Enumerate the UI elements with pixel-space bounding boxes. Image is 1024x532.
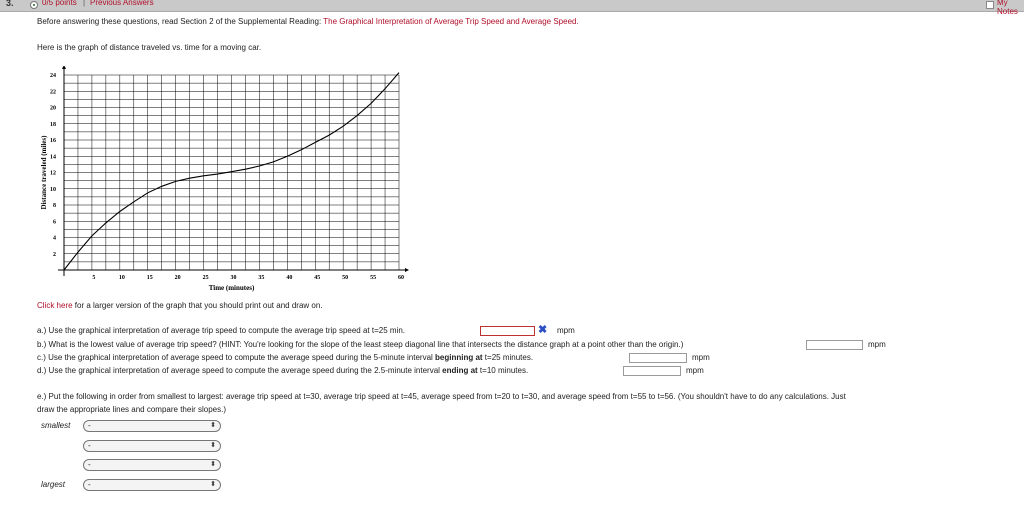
order-select-1-value: - xyxy=(88,421,91,430)
order-select-2-value: - xyxy=(88,441,91,450)
y-tick-label: 14 xyxy=(50,154,56,161)
points-link[interactable]: 0/5 points xyxy=(42,0,77,7)
question-c-pre: c.) Use the graphical interpretation of average speed to compute the average speed during the 5-minute interval xyxy=(37,353,436,362)
y-axis-label: Distance traveled (miles) xyxy=(40,135,48,210)
smallest-label: smallest xyxy=(41,421,71,430)
select-arrows-icon: ⬍ xyxy=(210,422,216,429)
click-here-link[interactable]: Click here xyxy=(37,301,73,310)
question-c-bold: beginning at xyxy=(435,353,483,362)
question-header-bar xyxy=(0,0,1024,16)
x-tick-label: 30 xyxy=(230,275,237,281)
x-tick-label: 55 xyxy=(370,275,377,281)
y-tick-label: 8 xyxy=(53,203,56,209)
question-d-bold: ending at xyxy=(442,366,478,375)
status-radio-icon xyxy=(30,1,38,9)
unit-d: mpm xyxy=(686,366,704,375)
question-d-post: t=10 minutes. xyxy=(477,366,529,375)
intro-text-body: Before answering these questions, read Section 2 of the Supplemental Reading: xyxy=(37,17,324,26)
chart-grid xyxy=(64,75,399,270)
question-d-text xyxy=(37,366,528,375)
question-number: 3. xyxy=(6,0,14,8)
y-tick-label: 16 xyxy=(50,138,56,144)
answer-c-input[interactable] xyxy=(629,353,687,363)
question-c-text xyxy=(37,353,533,362)
x-tick-label: 25 xyxy=(202,275,209,281)
y-tick-label: 2 xyxy=(53,251,56,258)
y-tick-label: 4 xyxy=(53,235,56,242)
question-a-text: a.) Use the graphical interpretation of average trip speed to compute the average trip speed at t=25 min. xyxy=(37,326,405,335)
select-arrows-icon: ⬍ xyxy=(210,442,216,449)
x-tick-label: 40 xyxy=(286,275,293,281)
x-tick-label: 20 xyxy=(174,275,181,281)
x-tick-label: 60 xyxy=(398,275,404,281)
order-select-1[interactable] xyxy=(83,420,221,432)
x-tick-label: 5 xyxy=(92,275,96,281)
y-tick-label: 18 xyxy=(50,121,56,128)
answer-d-input[interactable] xyxy=(623,366,681,376)
select-arrows-icon: ⬍ xyxy=(210,461,216,468)
order-select-4[interactable] xyxy=(83,479,221,491)
question-e-line2: draw the appropriate lines and compare their slopes.) xyxy=(37,405,226,414)
supplemental-reading-link[interactable]: The Graphical Interpretation of Average Trip Speed and Average Speed. xyxy=(323,17,579,26)
largest-label: largest xyxy=(41,480,66,489)
larger-graph-line xyxy=(37,301,323,310)
select-arrows-icon: ⬍ xyxy=(210,481,216,488)
y-tick-label: 10 xyxy=(50,186,56,193)
unit-c: mpm xyxy=(692,353,710,362)
x-tick-label: 45 xyxy=(314,275,321,281)
my-notes-checkbox[interactable] xyxy=(986,1,994,9)
order-select-3[interactable] xyxy=(83,459,221,471)
unit-b: mpm xyxy=(868,340,886,349)
question-d-pre: d.) Use the graphical interpretation of average speed to compute the average speed during the 2.5-minute interval xyxy=(37,366,443,375)
x-tick-label: 10 xyxy=(118,275,125,281)
incorrect-x-icon: ✖ xyxy=(538,324,548,336)
y-tick-label: 24 xyxy=(50,73,56,79)
question-b-text: b.) What is the lowest value of average trip speed? (HINT: You're looking for the slope of the least steep diagonal line that intersects the distance graph at a point other than the origin.) xyxy=(37,340,684,349)
header-separator: | xyxy=(83,0,86,7)
x-tick-label: 35 xyxy=(258,275,265,281)
previous-answers-link[interactable]: Previous Answers xyxy=(90,0,154,7)
x-tick-label: 15 xyxy=(146,275,153,281)
answer-a-input[interactable] xyxy=(480,326,535,336)
unit-a: mpm xyxy=(557,326,575,335)
order-select-3-value: - xyxy=(88,460,91,469)
distance-time-chart xyxy=(36,66,416,298)
order-select-4-value: - xyxy=(88,480,91,489)
my-notes-link[interactable]: My Notes xyxy=(997,0,1018,16)
y-tick-label: 22 xyxy=(50,89,56,96)
question-c-post: t=25 minutes. xyxy=(482,353,534,362)
intro-text xyxy=(37,17,579,26)
question-e-line1: e.) Put the following in order from smallest to largest: average trip speed at t=30, average trip speed at t=45, average speed from t=20 to t=30, and average speed from t=55 to t=56. (You shouldn't have to do any calculations. Just xyxy=(37,392,846,401)
order-select-2[interactable] xyxy=(83,440,221,452)
y-tick-label: 20 xyxy=(50,105,56,112)
y-axis-arrow-icon xyxy=(62,66,66,69)
chart-ticks xyxy=(50,73,404,281)
y-tick-label: 6 xyxy=(53,219,56,226)
x-axis-label: Time (minutes) xyxy=(208,284,255,292)
click-here-text: for a larger version of the graph that you should print out and draw on. xyxy=(72,301,323,310)
graph-intro-text: Here is the graph of distance traveled vs. time for a moving car. xyxy=(37,43,262,52)
answer-b-input[interactable] xyxy=(806,340,863,350)
y-tick-label: 12 xyxy=(50,170,56,177)
x-axis-arrow-icon xyxy=(405,268,409,272)
x-tick-label: 50 xyxy=(342,275,349,281)
